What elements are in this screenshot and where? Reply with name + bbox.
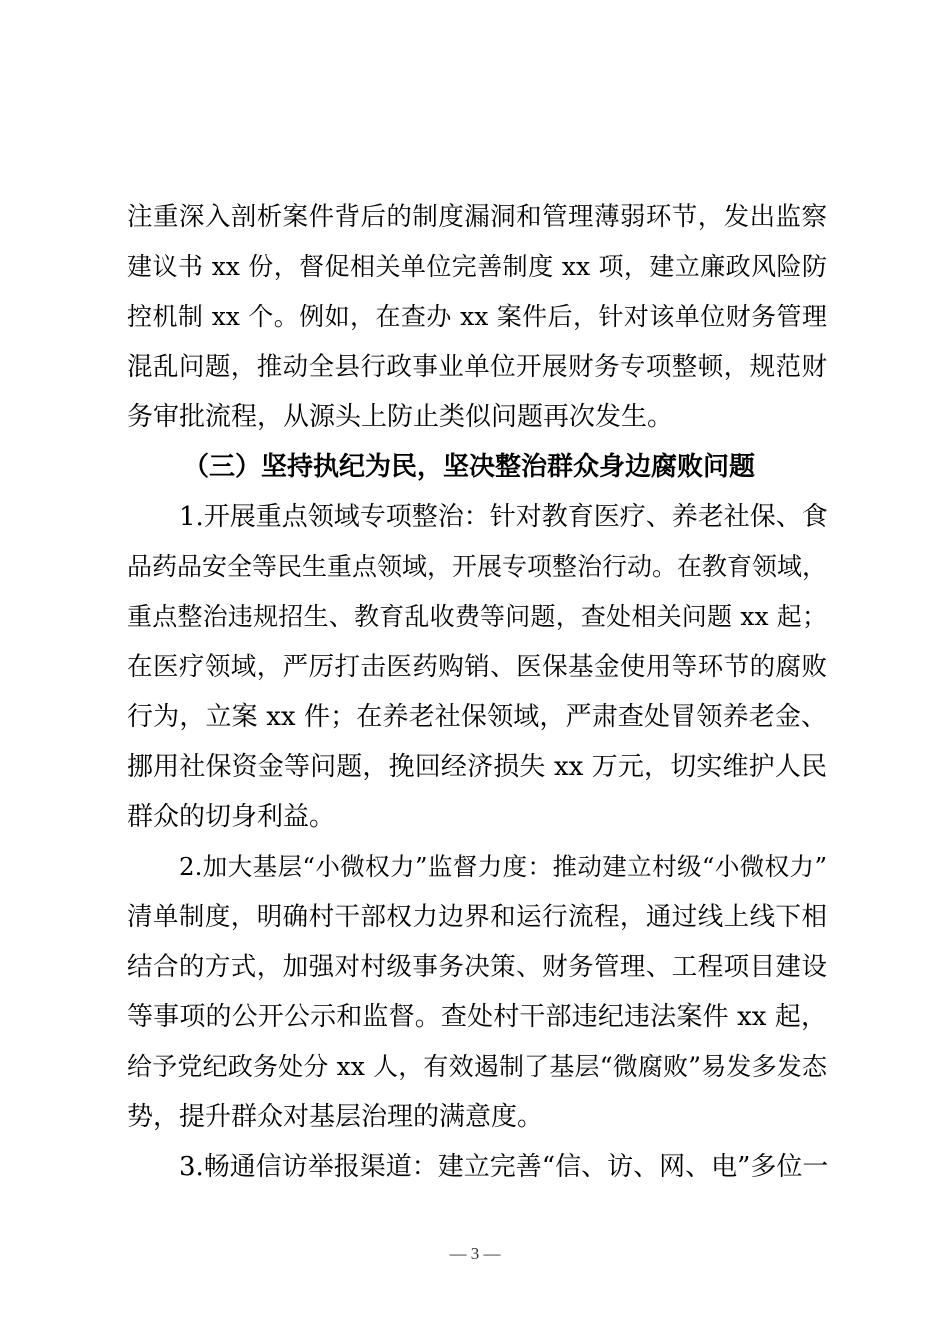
section-heading: （三）坚持执纪为民，坚决整治群众身边腐败问题: [183, 452, 756, 482]
paragraph-line: 行为，立案 xx 件；在养老社保领域，严肃查处冒领养老金、: [127, 702, 827, 732]
paragraph-line: 控机制 xx 个。例如，在查办 xx 案件后，针对该单位财务管理: [127, 302, 827, 331]
paragraph-line: 3.畅通信访举报渠道：建立完善“信、访、网、电”多位一: [179, 1152, 829, 1182]
paragraph-line: 给予党纪政务处分 xx 人，有效遏制了基层“微腐败”易发多发态: [127, 1052, 827, 1081]
paragraph-line: 在医疗领域，严厉打击医药购销、医保基金使用等环节的腐败: [127, 652, 827, 682]
paragraph-line: 势，提升群众对基层治理的满意度。: [127, 1102, 544, 1132]
paragraph-line: 1.开展重点领域专项整治：针对教育医疗、养老社保、食: [179, 502, 828, 532]
paragraph-line: 务审批流程，从源头上防止类似问题再次发生。: [127, 402, 674, 432]
paragraph-line: 清单制度，明确村干部权力边界和运行流程，通过线上线下相: [127, 902, 827, 932]
paragraph-line: 注重深入剖析案件背后的制度漏洞和管理薄弱环节，发出监察: [127, 202, 827, 232]
paragraph-line: 群众的切身利益。: [127, 802, 336, 832]
paragraph-line: 挪用社保资金等问题，挽回经济损失 xx 万元，切实维护人民: [127, 752, 827, 782]
paragraph-line: 2.加大基层“小微权力”监督力度：推动建立村级“小微权力”: [179, 852, 827, 881]
paragraph-line: 结合的方式，加强对村级事务决策、财务管理、工程项目建设: [127, 952, 827, 982]
paragraph-line: 建议书 xx 份，督促相关单位完善制度 xx 项，建立廉政风险防: [127, 252, 827, 281]
page-number: — 3 —: [449, 1244, 501, 1263]
paragraph-line: 混乱问题，推动全县行政事业单位开展财务专项整顿，规范财: [127, 352, 827, 382]
paragraph-line: 重点整治违规招生、教育乱收费等问题，查处相关问题 xx 起；: [127, 602, 827, 631]
paragraph-line: 品药品安全等民生重点领域，开展专项整治行动。在教育领域，: [127, 552, 828, 581]
body-text: [127, 192, 827, 1192]
paragraph-line: 等事项的公开公示和监督。查处村干部违纪违法案件 xx 起，: [127, 1002, 827, 1032]
